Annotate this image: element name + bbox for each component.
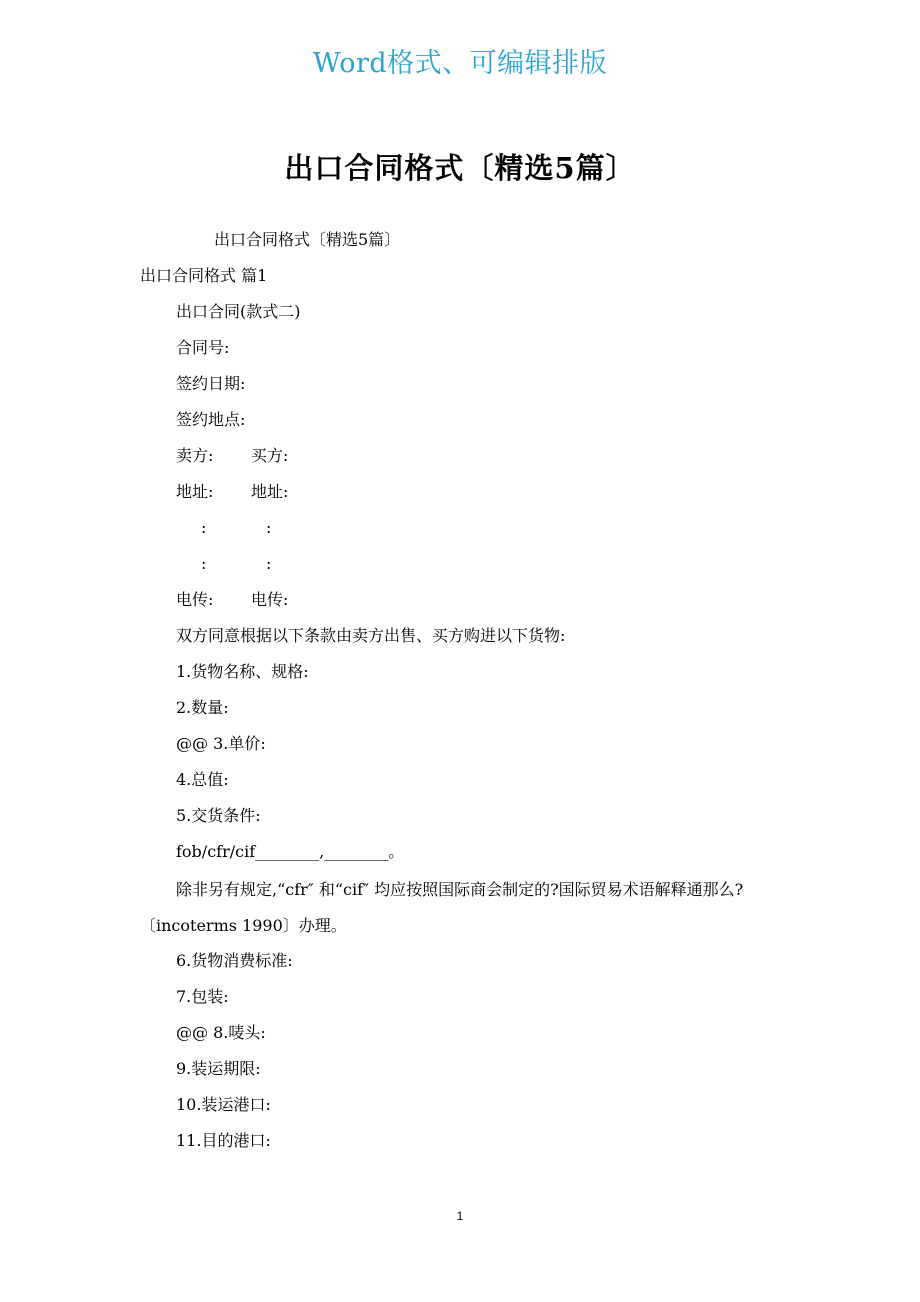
buyer-address-label: 地址: (251, 482, 289, 501)
contract-name: 出口合同(款式二) (176, 302, 301, 321)
seller-telex-label: 电传: (176, 590, 214, 609)
seller-blank-field: : (201, 554, 207, 573)
clause-unit-price: @@ 3.单价: (176, 734, 266, 753)
sign-date-label: 签约日期: (176, 374, 246, 393)
document-subtitle: 出口合同格式〔精选5篇〕 (214, 230, 401, 249)
document-header-watermark: Word格式、可编辑排版 (312, 48, 608, 79)
seller-label: 卖方: (176, 446, 214, 465)
clause-quality-standard: 6.货物消费标准: (176, 951, 293, 970)
clause-delivery-terms: 5.交货条件: (176, 806, 261, 825)
agreement-intro: 双方同意根据以下条款由卖方出售、买方购进以下货物: (176, 626, 566, 645)
buyer-blank-field: : (266, 518, 272, 537)
sign-place-label: 签约地点: (176, 410, 246, 429)
clause-shipping-marks: @@ 8.唛头: (176, 1023, 266, 1042)
clause-quantity: 2.数量: (176, 698, 229, 717)
clause-trade-terms-blanks: fob/cfr/cif________,________。 (176, 842, 405, 861)
document-title: 出口合同格式〔精选5篇〕 (284, 151, 636, 185)
clause-packing: 7.包装: (176, 987, 229, 1006)
section-heading: 出口合同格式 篇1 (140, 266, 268, 285)
clause-shipment-period: 9.装运期限: (176, 1059, 261, 1078)
seller-blank-field: : (201, 518, 207, 537)
clause-total-value: 4.总值: (176, 770, 229, 789)
buyer-blank-field: : (266, 554, 272, 573)
buyer-telex-label: 电传: (251, 590, 289, 609)
contract-number-label: 合同号: (176, 338, 230, 357)
page-number: 1 (456, 1209, 464, 1223)
clause-loading-port: 10.装运港口: (176, 1095, 271, 1114)
clause-goods-name: 1.货物名称、规格: (176, 662, 309, 681)
seller-address-label: 地址: (176, 482, 214, 501)
clause-incoterms-paragraph: 除非另有规定,“cfr″ 和“cif″ 均应按照国际商会制定的?国际贸易术语解释通那么?〔incoterms 1990〕办理。 (140, 880, 744, 935)
buyer-label: 买方: (251, 446, 289, 465)
clause-destination-port: 11.目的港口: (176, 1131, 271, 1150)
